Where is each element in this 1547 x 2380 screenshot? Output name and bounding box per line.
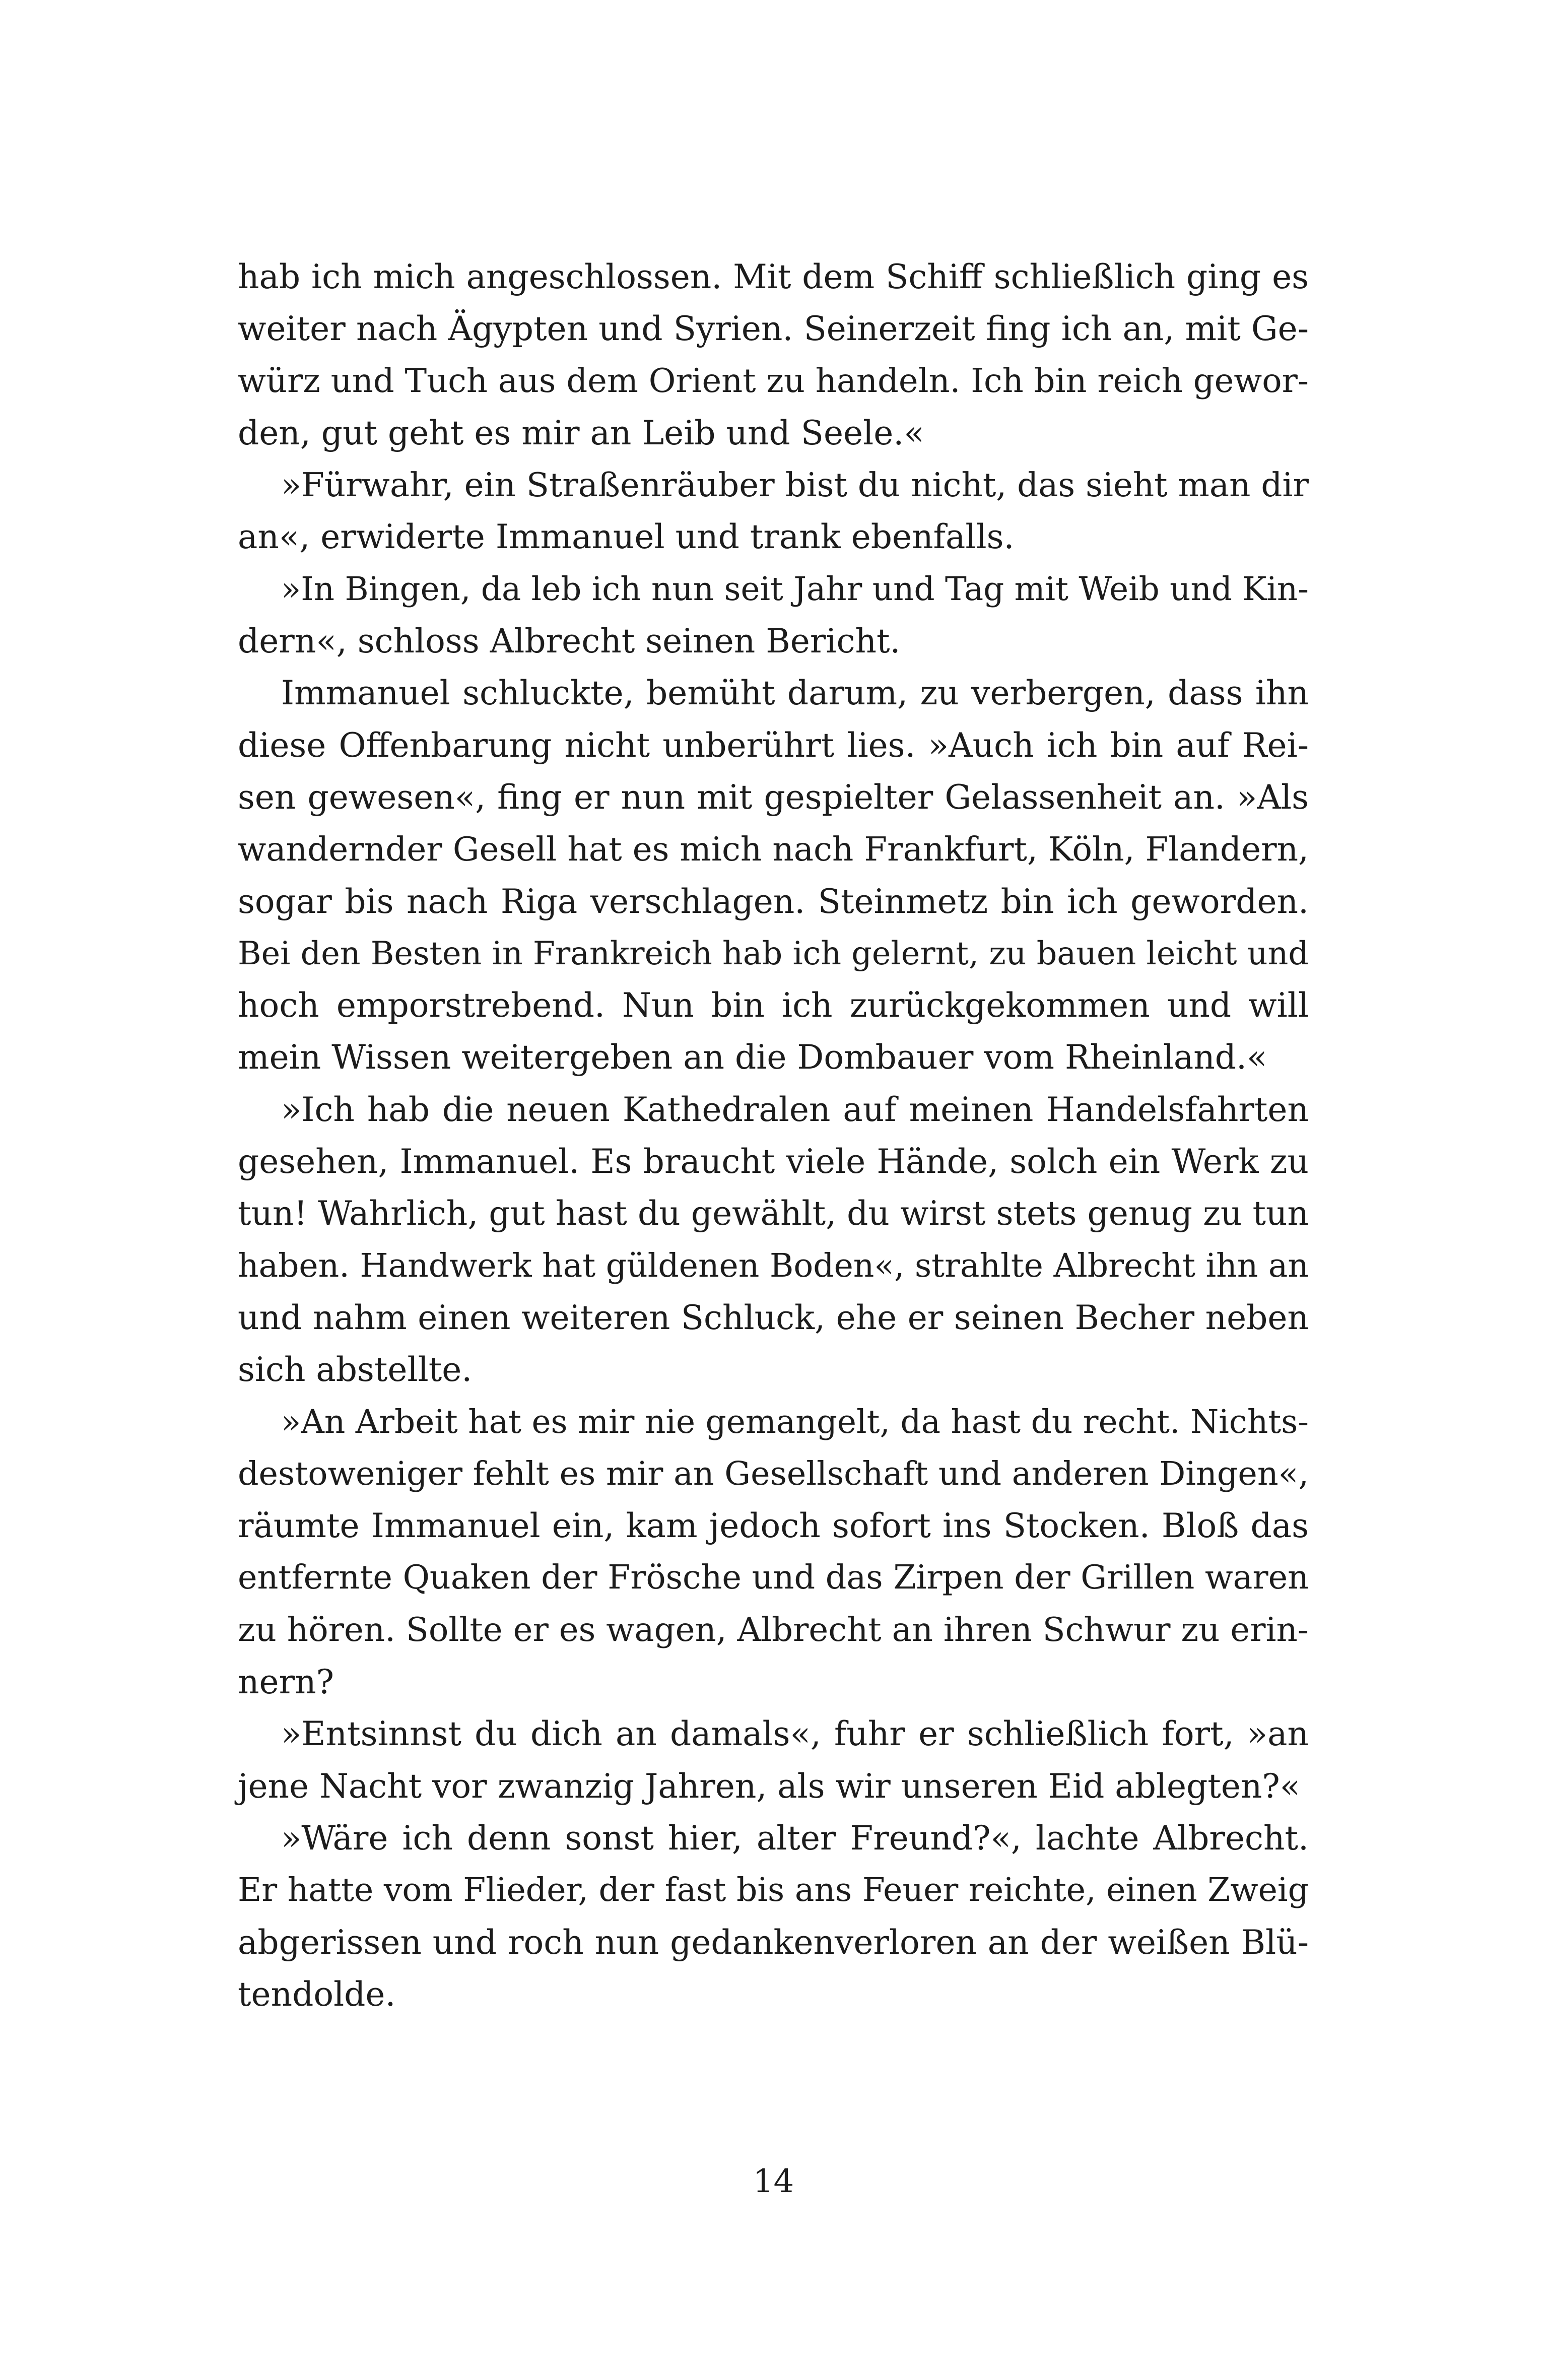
text-line: »Fürwahr, ein Straßenräuber bist du nicht, das sieht man dir: [281, 466, 1309, 505]
text-line: haben. Handwerk hat güldenen Boden«, strahlte Albrecht ihn an: [238, 1246, 1309, 1285]
text-line: dern«, schloss Albrecht seinen Bericht.: [238, 622, 901, 661]
text-line: Er hatte vom Flieder, der fast bis ans Feuer reichte, einen Zweig: [238, 1871, 1309, 1909]
text-line: abgerissen und roch nun gedankenverloren an der weißen Blü-: [238, 1923, 1309, 1962]
text-line: mein Wissen weitergeben an die Dombauer vom Rheinland.«: [238, 1038, 1267, 1077]
text-line: entfernte Quaken der Frösche und das Zirpen der Grillen waren: [238, 1559, 1309, 1597]
text-line: Bei den Besten in Frankreich hab ich gelernt, zu bauen leicht und: [238, 934, 1309, 972]
text-line: hoch emporstrebend. Nun bin ich zurückgekommen und will: [238, 986, 1309, 1025]
text-line: zu hören. Sollte er es wagen, Albrecht an ihren Schwur zu erin-: [238, 1610, 1309, 1649]
text-line: tun! Wahrlich, gut hast du gewählt, du wirst stets genug zu tun: [238, 1194, 1309, 1233]
text-line: hab ich mich angeschlossen. Mit dem Schiff schließlich ging es: [238, 257, 1309, 296]
text-line: an«, erwiderte Immanuel und trank ebenfalls.: [238, 517, 1015, 557]
text-line: nern?: [238, 1663, 334, 1702]
text-line: sogar bis nach Riga verschlagen. Steinmetz bin ich geworden.: [238, 882, 1309, 921]
text-line: räumte Immanuel ein, kam jedoch sofort ins Stocken. Bloß das: [238, 1506, 1309, 1546]
text-line: und nahm einen weiteren Schluck, ehe er seinen Becher neben: [238, 1298, 1309, 1337]
text-line: »An Arbeit hat es mir nie gemangelt, da hast du recht. Nichts-: [281, 1403, 1309, 1441]
text-line: diese Offenbarung nicht unberührt lies. »Auch ich bin auf Rei-: [238, 725, 1309, 765]
text-line: gesehen, Immanuel. Es braucht viele Hände, solch ein Werk zu: [238, 1142, 1309, 1181]
text-line: »Entsinnst du dich an damals«, fuhr er schließlich fort, »an: [281, 1714, 1309, 1754]
text-line: jene Nacht vor zwanzig Jahren, als wir unseren Eid ablegten?«: [238, 1766, 1301, 1806]
text-line: sich abstellte.: [238, 1350, 473, 1390]
text-line: tendolde.: [238, 1974, 396, 2014]
text-line: sen gewesen«, fing er nun mit gespielter Gelassenheit an. »Als: [238, 777, 1309, 817]
text-line: »Ich hab die neuen Kathedralen auf meinen Handelsfahrten: [281, 1090, 1309, 1129]
text-line: wandernder Gesell hat es mich nach Frankfurt, Köln, Flandern,: [238, 830, 1309, 869]
text-line: würz und Tuch aus dem Orient zu handeln. Ich bin reich gewor-: [238, 361, 1309, 400]
text-line: »In Bingen, da leb ich nun seit Jahr und Tag mit Weib und Kin-: [281, 570, 1309, 608]
text-line: weiter nach Ägypten und Syrien. Seinerzeit fing ich an, mit Ge-: [238, 309, 1309, 349]
text-line: den, gut geht es mir an Leib und Seele.«: [238, 413, 924, 452]
text-line: Immanuel schluckte, bemüht darum, zu verbergen, dass ihn: [281, 674, 1309, 713]
text-line: »Wäre ich denn sonst hier, alter Freund?«, lachte Albrecht.: [281, 1818, 1309, 1858]
text-line: destoweniger fehlt es mir an Gesellschaft und anderen Dingen«,: [238, 1455, 1309, 1493]
body-text: [238, 251, 1309, 2020]
page-number: 14: [753, 2163, 794, 2200]
